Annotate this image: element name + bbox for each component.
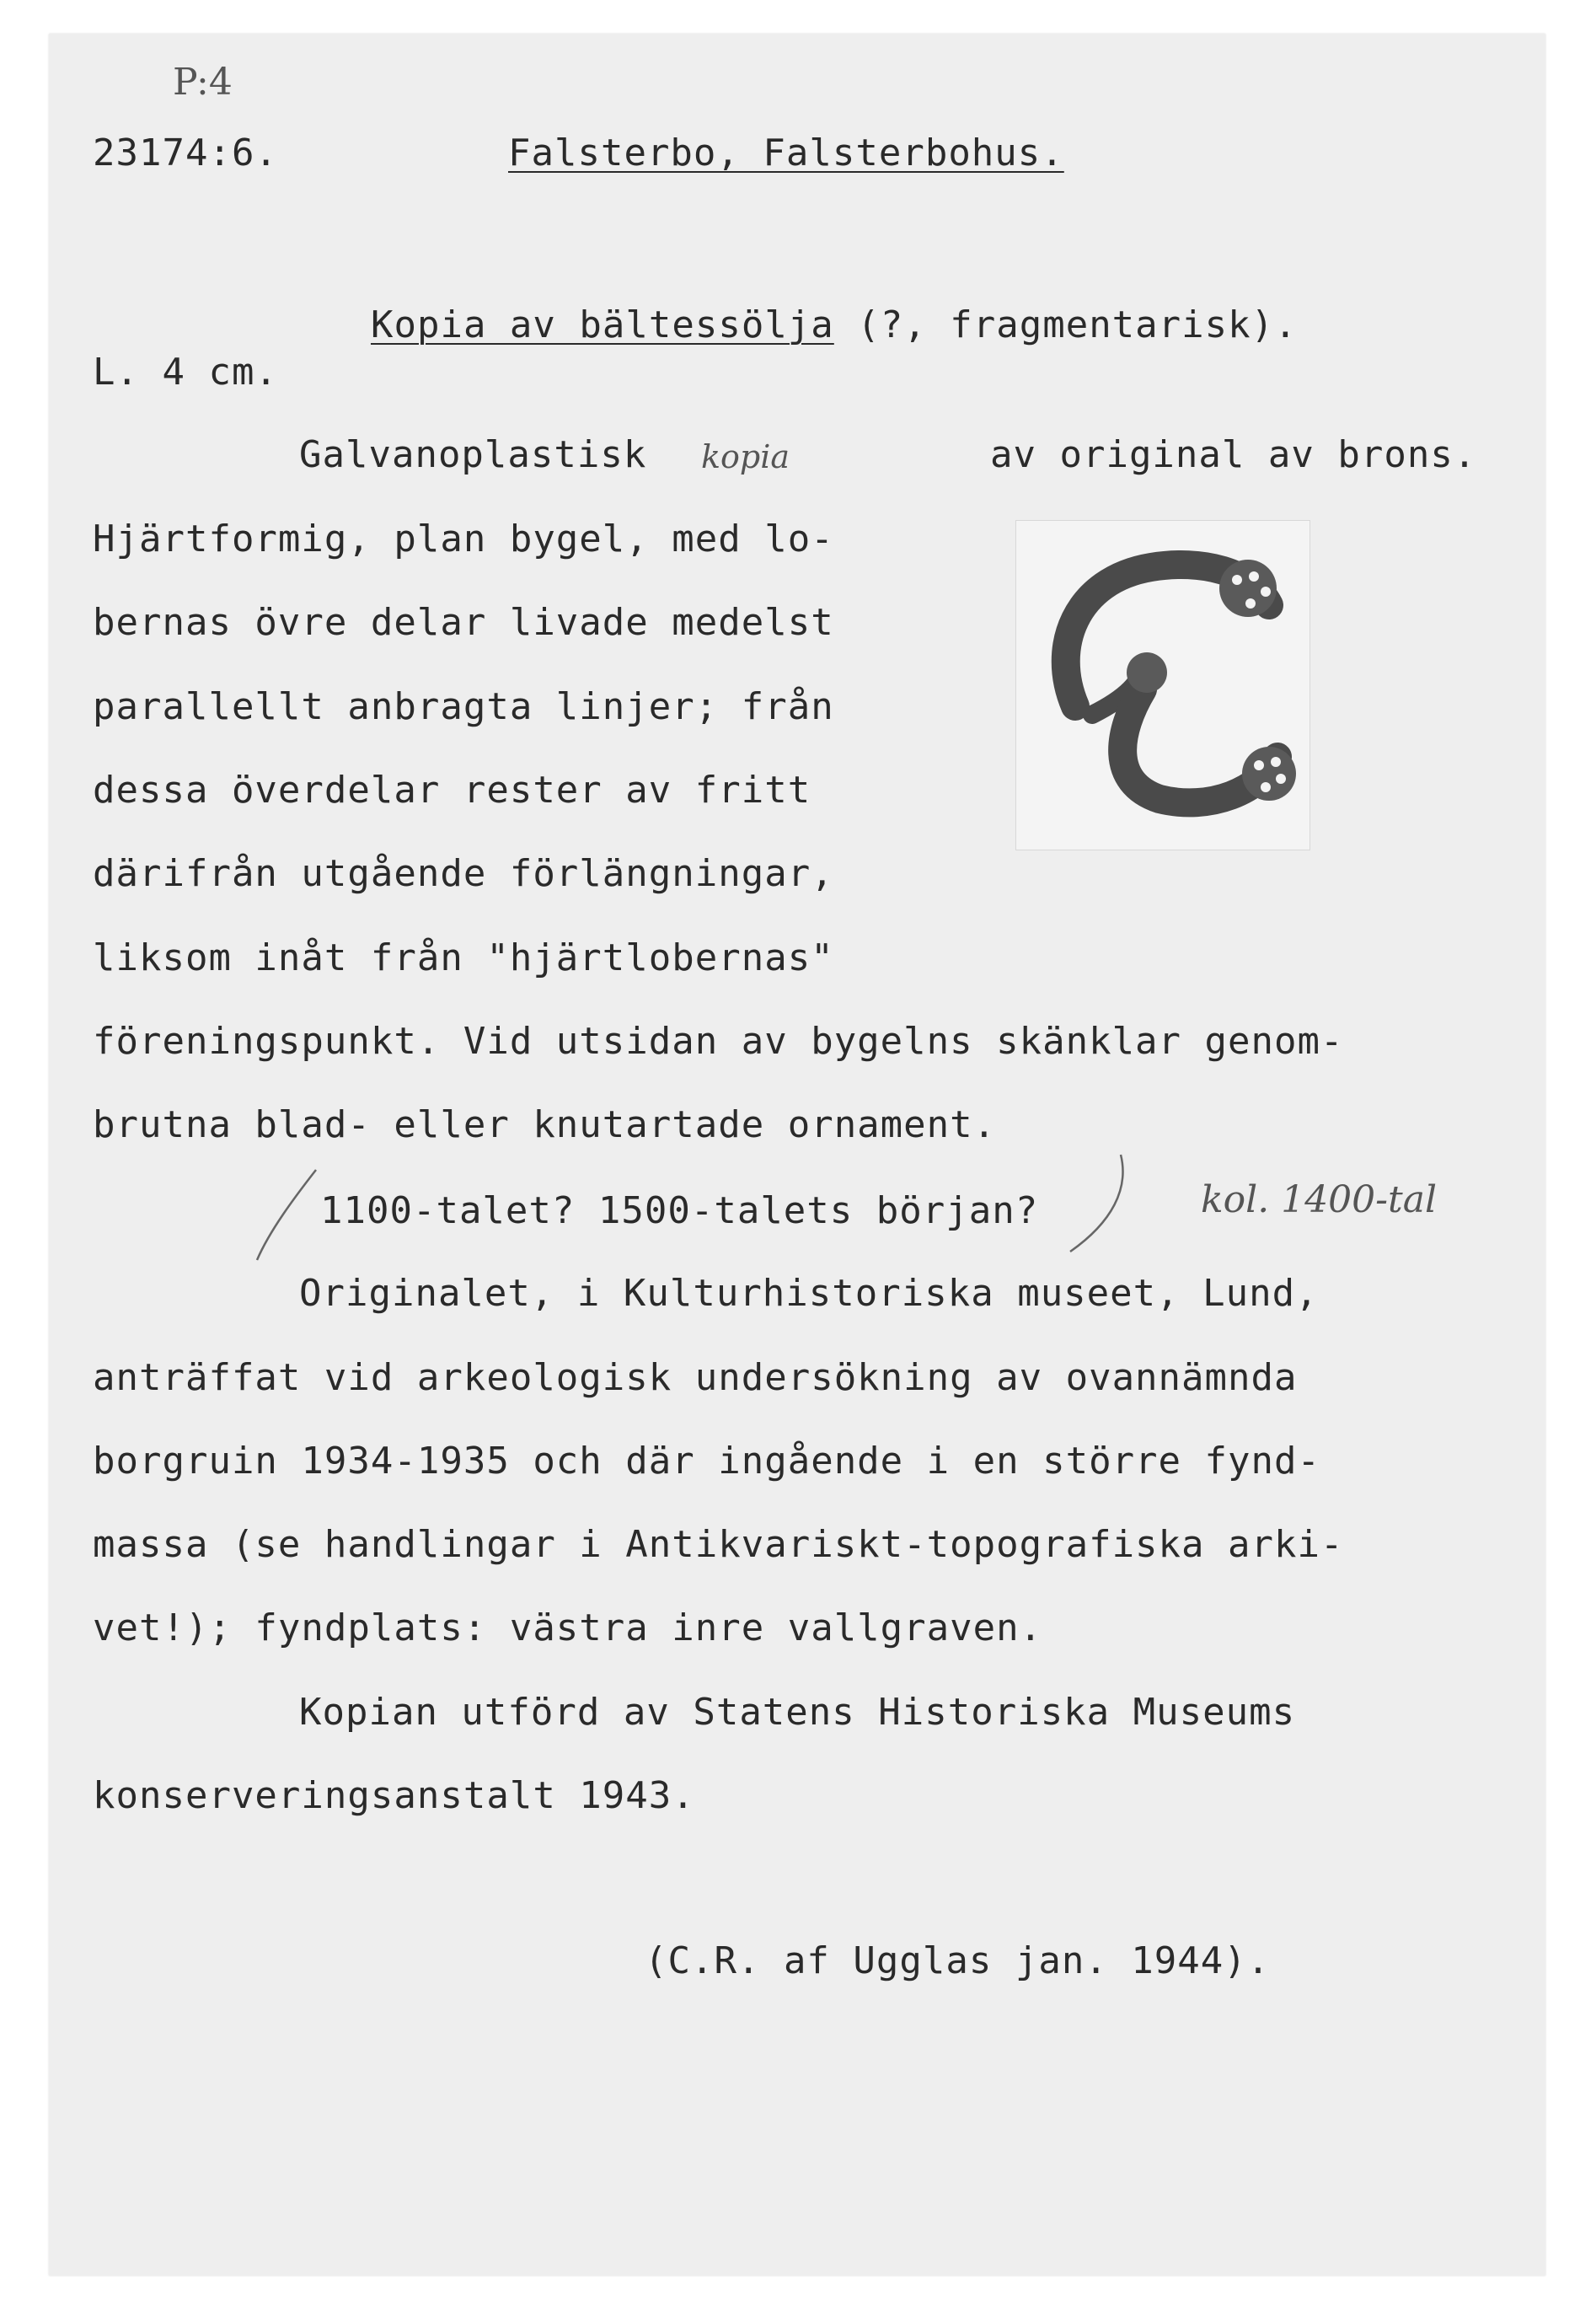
copy-line: konserveringsanstalt 1943. [93,1774,695,1817]
buckle-illustration [1016,521,1309,850]
original-line: vet!); fyndplats: västra inre vallgraven. [93,1606,1043,1649]
desc-line: parallellt anbragta linjer; från [93,685,834,728]
original-line: massa (se handlingar i Antikvariskt-topografiska arki- [93,1523,1344,1566]
inventory-number: 23174:6. [93,131,278,174]
site-name: Falsterbo, Falsterbohus. [508,131,1064,174]
pencil-mark: P:4 [173,61,233,104]
dating: 1100-talet? 1500-talets början? [320,1189,1039,1232]
handwritten-dating: kol. 1400-tal [1201,1178,1438,1221]
original-line: borgruin 1934-1935 och där ingående i en större fynd- [93,1440,1320,1483]
original-line: anträffat vid arkeologisk undersökning av ovannämnda [93,1356,1298,1399]
object-title-rest: (?, fragmentarisk). [833,303,1298,346]
object-title: Kopia av bältessölja [370,303,834,346]
desc-line: dessa överdelar rester av fritt [93,769,811,812]
desc-line: föreningspunkt. Vid utsidan av bygelns skänklar genom- [93,1020,1344,1063]
buckle-photo [1015,520,1310,850]
handwritten-kopia: kopia [701,438,790,475]
original-line: Originalet, i Kulturhistoriska museet, Lund, [299,1272,1319,1315]
copy-line: Kopian utförd av Statens Historiska Museums [299,1691,1296,1734]
object-title-line [324,257,1298,348]
desc-line-1a: Galvanoplastisk [299,433,647,476]
signature: (C.R. af Ugglas jan. 1944). [645,1939,1271,1982]
length: L. 4 cm. [93,351,278,394]
desc-line: bernas övre delar livade medelst [93,601,834,644]
desc-line: därifrån utgående förlängningar, [93,852,834,895]
desc-line: Hjärtformig, plan bygel, med lo- [93,517,834,560]
desc-line: brutna blad- eller knutartade ornament. [93,1103,997,1146]
desc-line: liksom inåt från "hjärtlobernas" [93,936,834,979]
desc-line-1b: av original av brons. [990,433,1477,476]
